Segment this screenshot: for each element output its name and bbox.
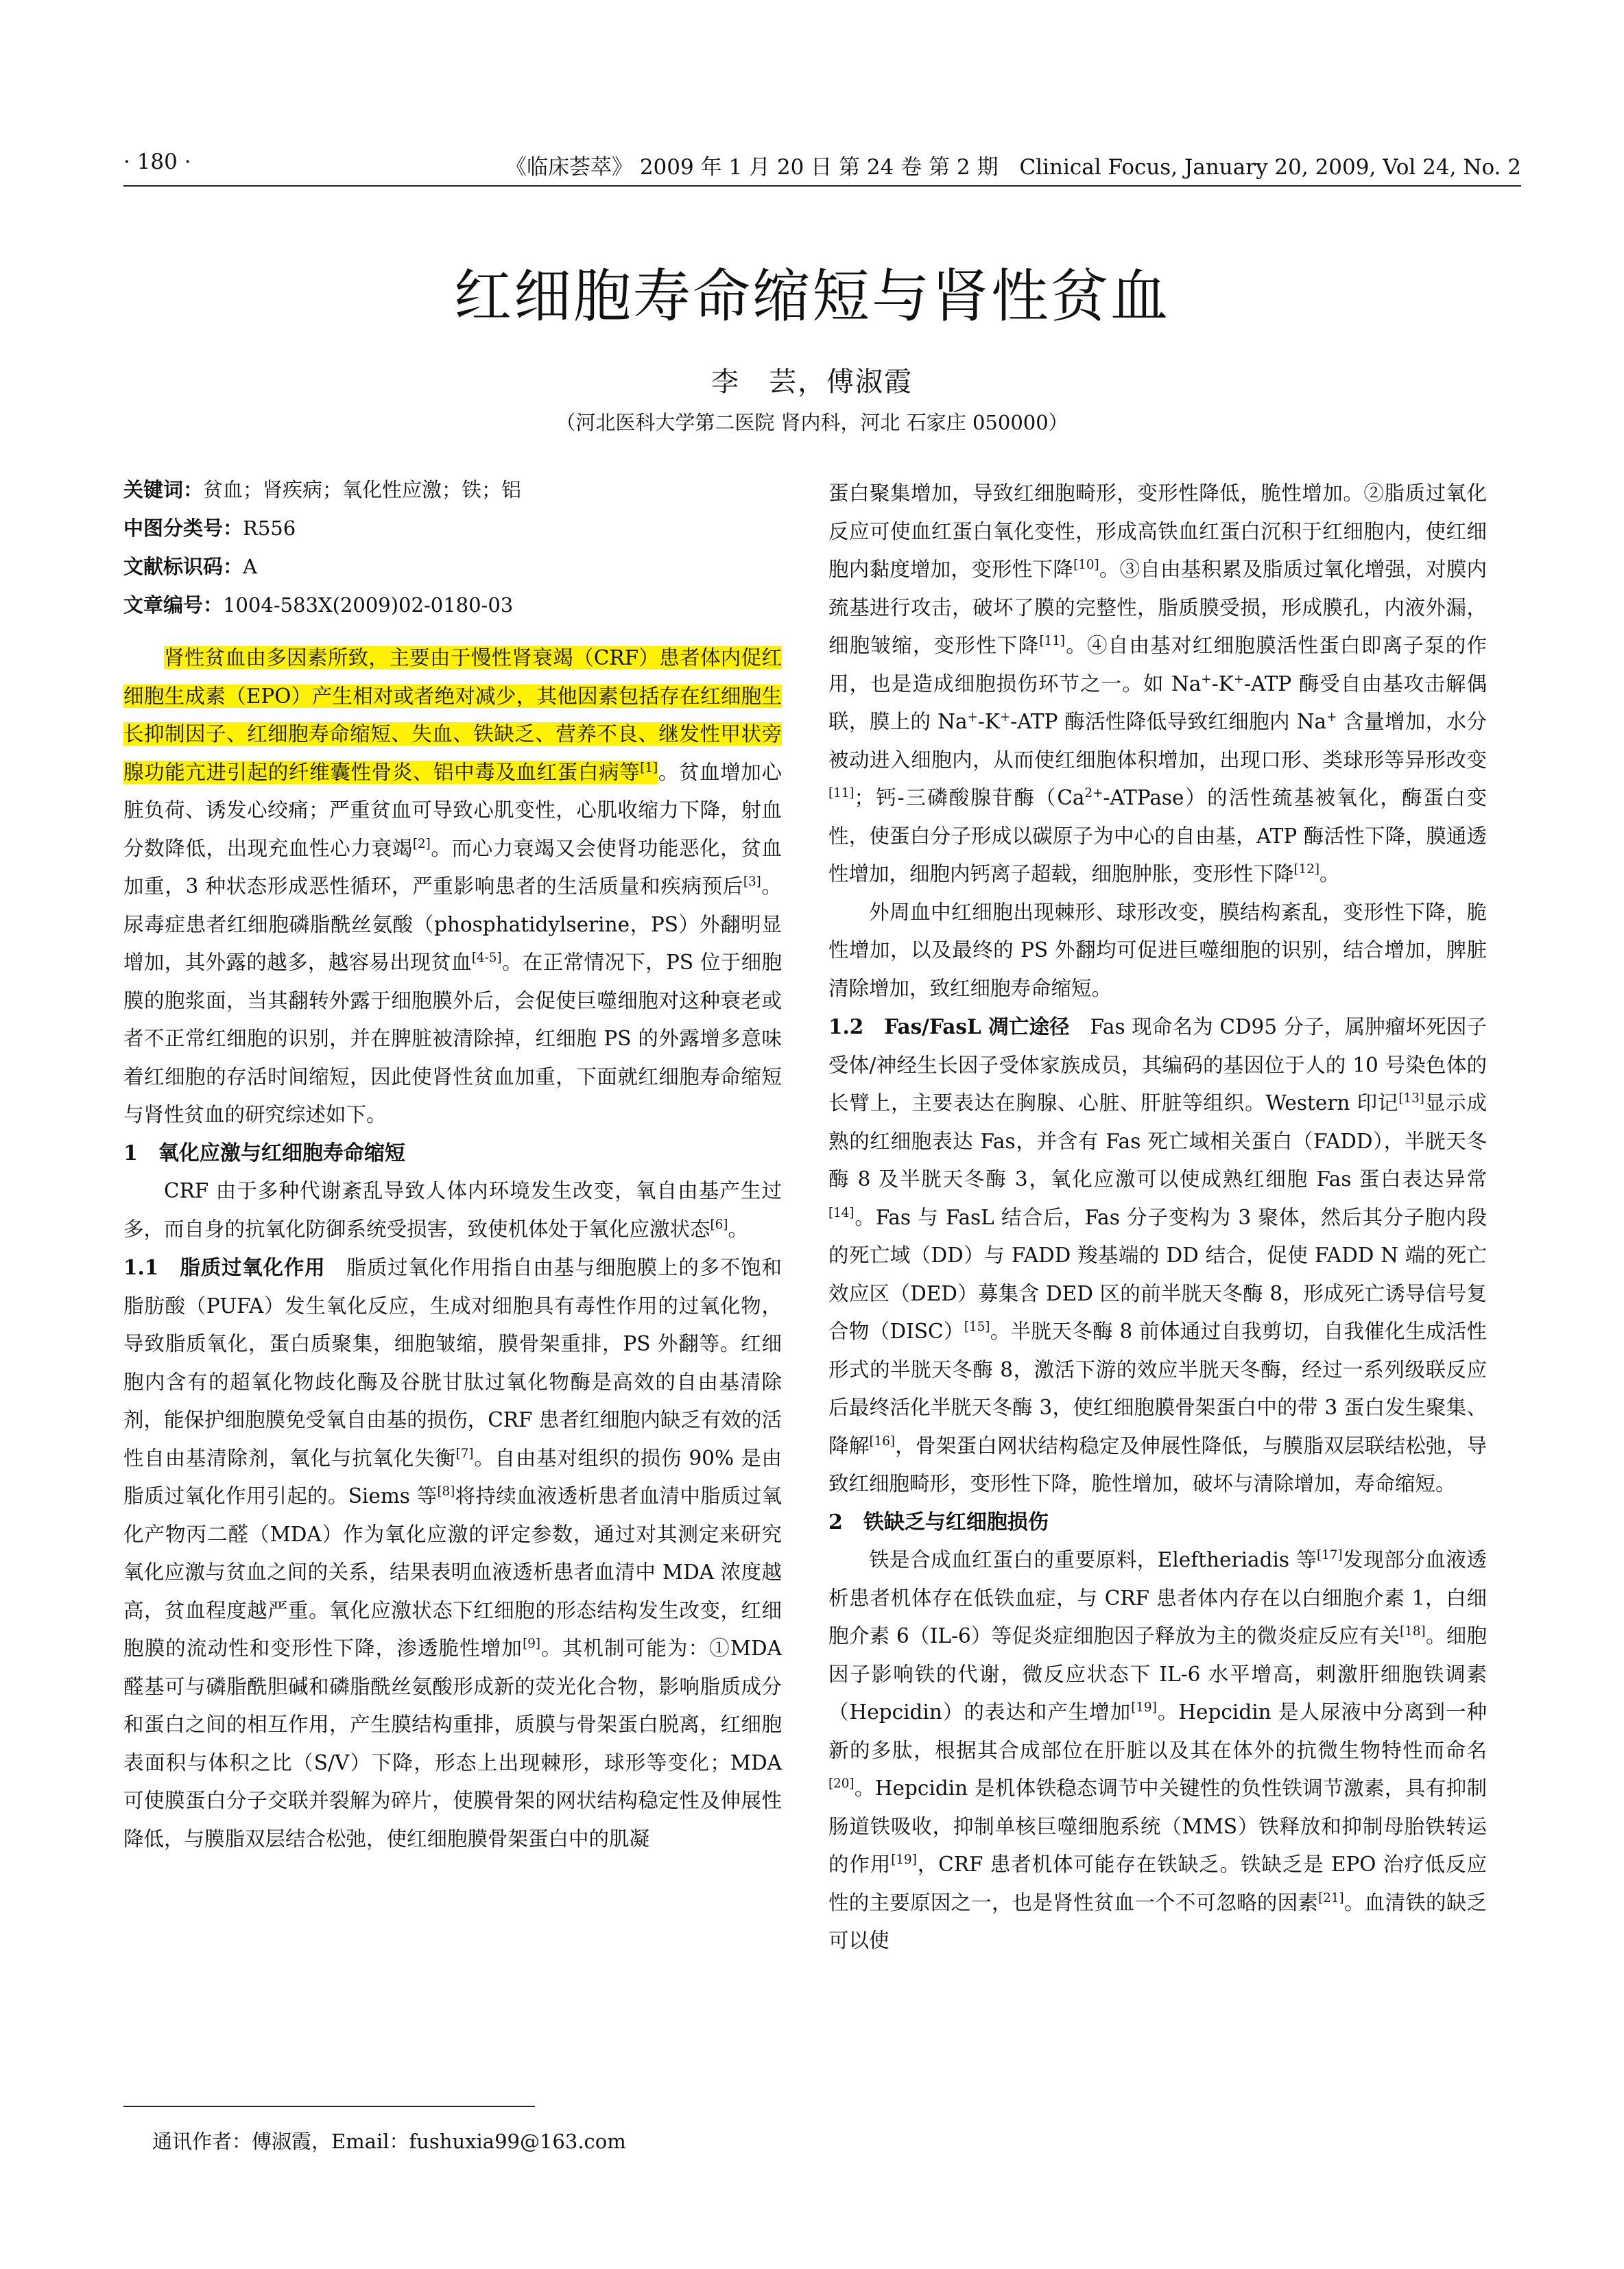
- affiliation: （河北医科大学第二医院 肾内科，河北 石家庄 050000）: [556, 411, 1068, 434]
- left-column: [123, 639, 782, 1858]
- article-number-value: 1004-583X(2009)02-0180-03: [223, 593, 514, 617]
- page-number: · 180 ·: [123, 150, 191, 174]
- journal-citation: 《临床荟萃》 2009 年 1 月 20 日 第 24 卷 第 2 期 Clinical Focus, January 20, 2009, Vol 24, No. 2: [505, 155, 1521, 180]
- subsection-1-2: 1.2 Fas/FasL 凋亡途径 Fas 现命名为 CD95 分子，属肿瘤坏死因子受体/神经生长因子受体家族成员，其编码的基因位于人的 10 号染色体的长臂上，主要表达在胸腺、心脏、肝脏等组织。Western 印记[13]显示成熟的红细胞表达 Fas，并含有 Fas 死亡域相关蛋白（FADD），半胱天冬酶 8 及半胱天冬酶 3，氧化应激可以使成熟红细胞 Fas 蛋白表达异常[14]。Fas 与 FasL 结合后，Fas 分子变构为 3 聚体，然后其分子胞内段的死亡域（DD）与 FADD 羧基端的 DD 结合，促使 FADD N 端的死亡效应区（DED）募集含 DED 区的前半胱天冬酶 8，形成死亡诱导信号复合物（DISC）[15]。半胱天冬酶 8 前体通过自我剪切，自我催化生成活性形式的半胱天冬酶 8，激活下游的效应半胱天冬酶，经过一系列级联反应后最终活化半胱天冬酶 3，使红细胞膜骨架蛋白中的带 3 蛋白发生聚集、降解[16]，骨架蛋白网状结构稳定及伸展性降低，与膜脂双层联结松弛，导致红细胞畸形，变形性下降，脆性增加，破坏与清除增加，寿命缩短。: [828, 1014, 1487, 1495]
- article-title: 红细胞寿命缩短与肾性贫血: [453, 263, 1170, 330]
- right-column: [828, 475, 1487, 1960]
- keywords-value: 贫血；肾疾病；氧化性应激；铁；铝: [203, 478, 522, 501]
- doc-code-line: [123, 551, 782, 580]
- doc-code-value: A: [243, 555, 257, 578]
- article-number-label: 文章编号：: [123, 593, 224, 617]
- intro-paragraph: 肾性贫血由多因素所致，主要由于慢性肾衰竭（CRF）患者体内促红细胞生成素（EPO）产生相对或者绝对减少，其他因素包括存在红细胞生长抑制因子、红细胞寿命缩短、失血、铁缺乏、营养不良、继发性甲状旁腺功能亢进引起的纤维囊性骨炎、铝中毒及血红蛋白病等[1]。贫血增加心脏负荷、诱发心绞痛；严重贫血可导致心肌变性，心肌收缩力下降，射血分数降低，出现充血性心力衰竭[2]。而心力衰竭又会使肾功能恶化，贫血加重，3 种状态形成恶性循环，严重影响患者的生活质量和疾病预后[3]。尿毒症患者红细胞磷脂酰丝氨酸（phosphatidylserine，PS）外翻明显增加，其外露的越多，越容易出现贫血[4-5]。在正常情况下，PS 位于细胞膜的胞浆面，当其翻转外露于细胞膜外后，会促使巨噬细胞对这种衰老或者不正常红细胞的识别，并在脾脏被清除掉，红细胞 PS 的外露增多意味着红细胞的存活时间缩短，因此使肾性贫血加重，下面就红细胞寿命缩短与肾性贫血的研究综述如下。: [123, 646, 782, 1126]
- clc-value: R556: [243, 516, 296, 540]
- section-2-paragraph: 铁是合成血红蛋白的重要原料，Eleftheriadis 等[17]发现部分血液透析患者机体存在低铁血症，与 CRF 患者体内存在以白细胞介素 1，白细胞介素 6（IL-6）等促炎症细胞因子释放为主的微炎症反应有关[18]。细胞因子影响铁的代谢，微反应状态下 IL-6 水平增高，刺激肝细胞铁调素（Hepcidin）的表达和产生增加[19]。Hepcidin 是人尿液中分离到一种新的多肽，根据其合成部位在肝脏以及其在体外的抗微生物特性而命名[20]。Hepcidin 是机体铁稳态调节中关键性的负性铁调节激素，具有抑制肠道铁吸收，抑制单核巨噬细胞系统（MMS）铁释放和抑制母胎铁转运的作用[19]，CRF 患者机体可能存在铁缺乏。铁缺乏是 EPO 治疗低反应性的主要原因之一，也是肾性贫血一个不可忽略的因素[21]。血清铁的缺乏可以使: [828, 1548, 1487, 1952]
- subsection-1-1-heading: 1.1 脂质过氧化作用: [123, 1255, 326, 1279]
- highlighted-text: 肾性贫血由多因素所致，主要由于慢性肾衰竭（CRF）患者体内促红细胞生成素（EPO）产生相对或者绝对减少，其他因素包括存在红细胞生长抑制因子、红细胞寿命缩短、失血、铁缺乏、营养不良、继发性甲状旁腺功能亢进引起的纤维囊性骨炎、铝中毒及血红蛋白病等[1]: [123, 646, 782, 784]
- footnote-rule: [123, 2106, 535, 2107]
- rbc-morphology-paragraph: 外周血中红细胞出现棘形、球形改变，膜结构紊乱，变形性下降，脆性增加，以及最终的 PS 外翻均可促进巨噬细胞的识别，结合增加，脾脏清除增加，致红细胞寿命缩短。: [828, 900, 1487, 1000]
- section-heading-1: 1 氧化应激与红细胞寿命缩短: [123, 1141, 405, 1165]
- section-heading-2: 2 铁缺乏与红细胞损伤: [828, 1510, 1049, 1534]
- corresponding-author-footnote: 通讯作者：傅淑霞，Email：fushuxia99@163.com: [152, 2130, 626, 2153]
- section-1-paragraph: CRF 由于多种代谢紊乱导致人体内环境发生改变，氧自由基产生过多，而自身的抗氧化防御系统受损害，致使机体处于氧化应激状态[6]。: [123, 1179, 782, 1241]
- running-header: [123, 150, 1521, 184]
- subsection-1-1: 1.1 脂质过氧化作用 脂质过氧化作用指自由基与细胞膜上的多不饱和脂肪酸（PUFA）发生氧化反应，生成对细胞具有毒性作用的过氧化物，导致脂质氧化，蛋白质聚集，细胞皱缩，膜骨架重排，PS 外翻等。红细胞内含有的超氧化物歧化酶及谷胱甘肽过氧化物酶是高效的自由基清除剂，能保护细胞膜免受氧自由基的损伤，CRF 患者红细胞内缺乏有效的活性自由基清除剂，氧化与抗氧化失衡[7]。自由基对组织的损伤 90% 是由脂质过氧化作用引起的。Siems 等[8]将持续血液透析患者血清中脂质过氧化产物丙二醛（MDA）作为氧化应激的评定参数，通过对其测定来研究氧化应激与贫血之间的关系，结果表明血液透析患者血清中 MDA 浓度越高，贫血程度越严重。氧化应激状态下红细胞的形态结构发生改变，红细胞膜的流动性和变形性下降，渗透脆性增加[9]。其机制可能为：①MDA 醛基可与磷脂酰胆碱和磷脂酰丝氨酸形成新的荧光化合物，影响脂质成分和蛋白之间的相互作用，产生膜结构重排，质膜与骨架蛋白脱离，红细胞表面积与体积之比（S/V）下降，形态上出现棘形，球形等变化；MDA 可使膜蛋白分子交联并裂解为碎片，使膜骨架的网状结构稳定性及伸展性降低，与膜脂双层结合松弛，使红细胞膜骨架蛋白中的肌凝: [123, 1255, 782, 1851]
- clc-line: [123, 513, 782, 541]
- keywords-label: 关键词：: [123, 478, 204, 501]
- subsection-1-2-heading: 1.2 Fas/FasL 凋亡途径: [828, 1014, 1070, 1038]
- article-number-line: [123, 590, 782, 618]
- continued-paragraph: 蛋白聚集增加，导致红细胞畸形，变形性降低，脆性增加。②脂质过氧化反应可使血红蛋白氧化变性，形成高铁血红蛋白沉积于红细胞内，使红细胞内黏度增加，变形性下降[10]。③自由基积累及脂质过氧化增强，对膜内巯基进行攻击，破坏了膜的完整性，脂质膜受损，形成膜孔，内液外漏，细胞皱缩，变形性下降[11]。④自由基对红细胞膜活性蛋白即离子泵的作用，也是造成细胞损伤环节之一。如 Na+-K+-ATP 酶受自由基攻击解偶联，膜上的 Na+-K+-ATP 酶活性降低导致红细胞内 Na+ 含量增加，水分被动进入细胞内，从而使红细胞体积增加，出现口形、类球形等异形改变[11]；钙-三磷酸腺苷酶$(Ca^{2+}-ATPase)$的活性巯基被氧化，酶蛋白变性，使蛋白分子形成以碳原子为中心的自由基，ATP 酶活性下降，膜通透性增加，细胞内钙离子超载，细胞肿胀，变形性下降[12]。: [828, 482, 1488, 886]
- doc-code-label: 文献标识码：: [123, 555, 243, 578]
- author-list: 李 芸，傅淑霞: [711, 366, 913, 398]
- keywords-line: [123, 475, 782, 503]
- header-rule: [123, 185, 1521, 187]
- clc-label: 中图分类号：: [123, 516, 243, 540]
